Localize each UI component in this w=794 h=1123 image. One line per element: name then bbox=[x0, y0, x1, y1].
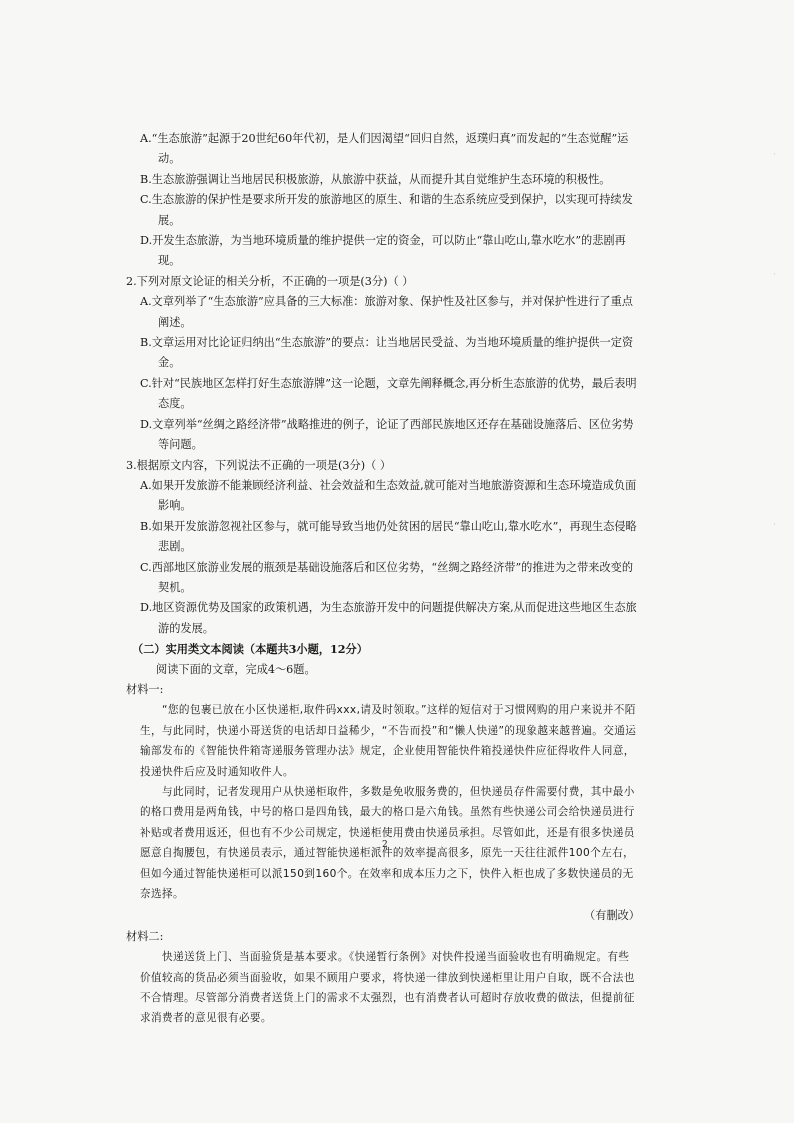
page-content bbox=[126, 129, 640, 1029]
q2-option-c: C.针对“民族地区怎样打好生态旅游牌”这一论题，文章先阐释概念,再分析生态旅游的优势，最后表明态度。 bbox=[140, 376, 637, 411]
q3-option-a: A.如果开发旅游不能兼顾经济利益、社会效益和生态效益,就可能对当地旅游资源和生态环境造成负面影响。 bbox=[140, 478, 637, 513]
question-2 bbox=[126, 272, 640, 456]
material-1 bbox=[126, 680, 640, 927]
q3-option-b: B.如果开发旅游忽视社区参与，就可能导致当地仍处贫困的居民“靠山吃山,靠水吃水”，再现生态侵略悲剧。 bbox=[140, 519, 637, 554]
material-2-paragraph: 快递送货上门、当面验货是基本要求。《快递暂行条例》对快件投递当面验收也有明确规定。有些价值较高的货品必须当面验收，如果不顾用户要求，将快递一律放到快递柜里让用户自取，既不合法也不合情理。尽管部分消费者送货上门的需求不太强烈，也有消费者认可超时存放收费的做法，但提前征求消费者的意见很有必要。 bbox=[140, 951, 635, 1025]
q1-option-c: C.生态旅游的保护性是要求所开发的旅游地区的原生、和谐的生态系统应受到保护，以实现可持续发展。 bbox=[140, 193, 633, 227]
q2-option-d: D.文章列举“丝绸之路经济带”战略推进的例子，论证了西部民族地区还存在基础设施落后、区位劣势等问题。 bbox=[140, 417, 634, 452]
abridged-note: （有删改） bbox=[584, 909, 640, 923]
q1-option-b: B.生态旅游强调让当地居民积极旅游，从旅游中获益，从而提升其自觉维护生态环境的积极性。 bbox=[140, 172, 611, 186]
q1-option-a: A.“生态旅游”起源于20世纪60年代初，是人们因渴望“回归自然，返璞归真”而发起的“生态觉醒”运动。 bbox=[140, 132, 629, 166]
question-1-options bbox=[140, 129, 640, 272]
bleed-through-mark: · bbox=[773, 270, 776, 280]
q3-stem: 3.根据原文内容，下列说法不正确的一项是(3分)（ ） bbox=[126, 458, 392, 472]
q3-option-c: C.西部地区旅游业发展的瓶颈是基础设施落后和区位劣势，“丝绸之路经济带”的推进为之带来改变的契机。 bbox=[140, 560, 634, 594]
question-3 bbox=[126, 456, 640, 640]
bleed-through-mark: · bbox=[773, 150, 776, 160]
q1-option-d: D.开发生态旅游，为当地环境质量的维护提供一定的资金，可以防止“靠山吃山,靠水吃水”的悲剧再现。 bbox=[140, 234, 626, 268]
q3-option-d: D.地区资源优势及国家的政策机遇，为生态旅游开发中的问题提供解决方案,从而促进这些地区生态旅游的发展。 bbox=[140, 601, 637, 635]
section-2-instruction: 阅读下面的文章，完成4～6题。 bbox=[156, 662, 316, 676]
material-2 bbox=[126, 927, 640, 1029]
material-2-label: 材料二: bbox=[126, 929, 164, 943]
section-2-title: （二）实用类文本阅读（本题共3小题，12分） bbox=[132, 642, 368, 657]
material-1-label: 材料一: bbox=[126, 682, 164, 696]
bleed-through-mark: · bbox=[773, 520, 776, 530]
q2-option-b: B.文章运用对比论证归纳出“生态旅游”的要点：让当地居民受益、为当地环境质量的维护提供一定资金。 bbox=[140, 336, 634, 370]
page-number: 2 bbox=[382, 840, 388, 850]
q2-stem: 2.下列对原文论证的相关分析，不正确的一项是(3分)（ ） bbox=[126, 274, 414, 288]
material-1-paragraph: 与此同时，记者发现用户从快递柜取件，多数是免收服务费的，但快递员存件需要付费，其中最小的格口费用是两角钱，中号的格口是四角钱，最大的格口是六角钱。虽然有些快递公司会给快递员进行补贴或者费用返还，但也有不少公司规定，快递柜使用费由快递员承担。尽管如此，还是有很多快递员愿意自掏腰包，有快递员表示，通过智能快递柜派件的效率提高很多，原先一天往往派件100个左右，但如今通过智能快递柜可以派150到160个。在效率和成本压力之下，快件入柜也成了多数快递员的无奈选择。 bbox=[140, 786, 635, 901]
q2-option-a: A.文章列举了“生态旅游”应具备的三大标准：旅游对象、保护性及社区参与，并对保护性进行了重点阐述。 bbox=[140, 295, 633, 329]
material-1-paragraph: “您的包裹已放在小区快递柜,取件码xxx,请及时领取。”这样的短信对于习惯网购的用户来说并不陌生，与此同时，快递小哥送货的电话却日益稀少，“不告而投”和“懒人快递”的现象越来越普遍。交通运输部发布的《智能快件箱寄递服务管理办法》规定，企业使用智能快件箱投递快件应征得收件人同意，投递快件后应及时通知收件人。 bbox=[140, 704, 637, 778]
